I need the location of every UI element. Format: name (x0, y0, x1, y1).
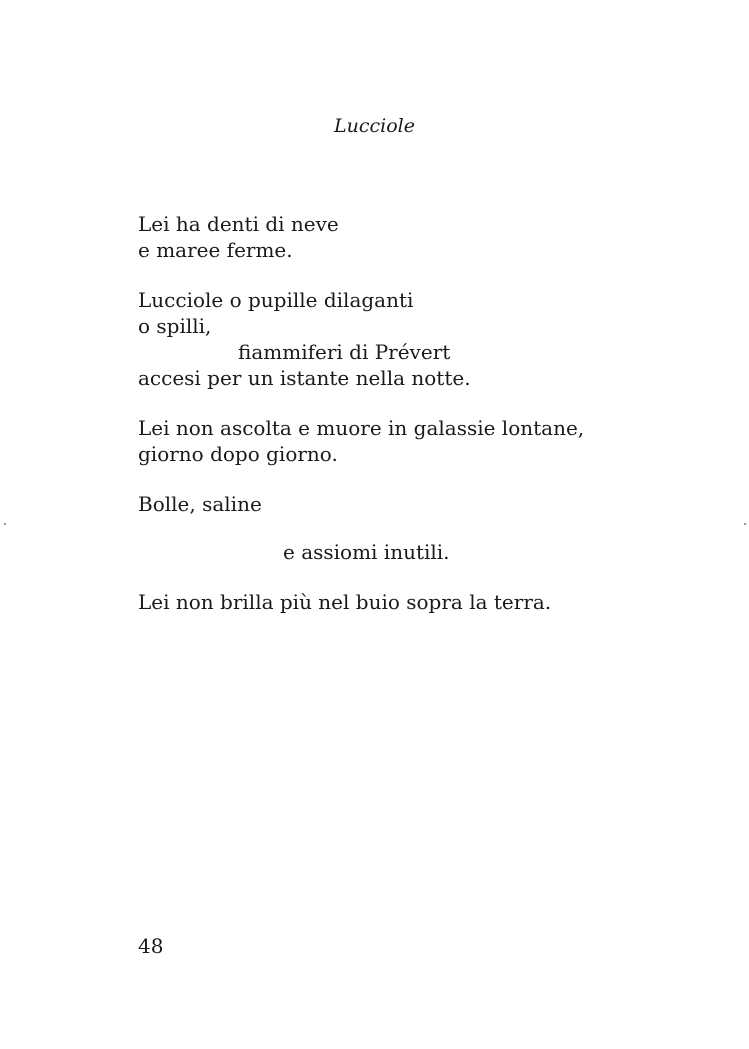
poem-line: o spilli, (138, 314, 212, 338)
stanza-1 (138, 211, 698, 263)
stanza-gap (138, 391, 698, 415)
stanza-2 (138, 287, 698, 391)
stanza-5 (138, 539, 698, 565)
poem-line: Lei non ascolta e muore in galassie lontane, (138, 416, 585, 440)
stanza-6 (138, 589, 698, 615)
page-edge-mark-right (744, 523, 746, 525)
poem-line: e maree ferme. (138, 238, 293, 262)
poem-line: accesi per un istante nella notte. (138, 366, 471, 390)
stanza-3 (138, 415, 698, 467)
poem-title: Lucciole (334, 115, 415, 137)
poem-line: Lei ha denti di neve (138, 212, 339, 236)
poem-line: Bolle, saline (138, 492, 262, 516)
stanza-gap (138, 263, 698, 287)
poem-body (138, 211, 698, 615)
poem-line-indented: fiammiferi di Prévert (238, 340, 451, 364)
page-edge-mark-left (4, 523, 6, 525)
stanza-gap (138, 467, 698, 491)
poem-line: Lei non brilla più nel buio sopra la terra. (138, 590, 552, 614)
stanza-4 (138, 491, 698, 517)
stanza-gap (138, 517, 698, 539)
poem-line: giorno dopo giorno. (138, 442, 338, 466)
poem-line: Lucciole o pupille dilaganti (138, 288, 414, 312)
stanza-gap (138, 565, 698, 589)
poem-line-indented: e assiomi inutili. (283, 540, 450, 564)
page-number: 48 (138, 934, 164, 958)
